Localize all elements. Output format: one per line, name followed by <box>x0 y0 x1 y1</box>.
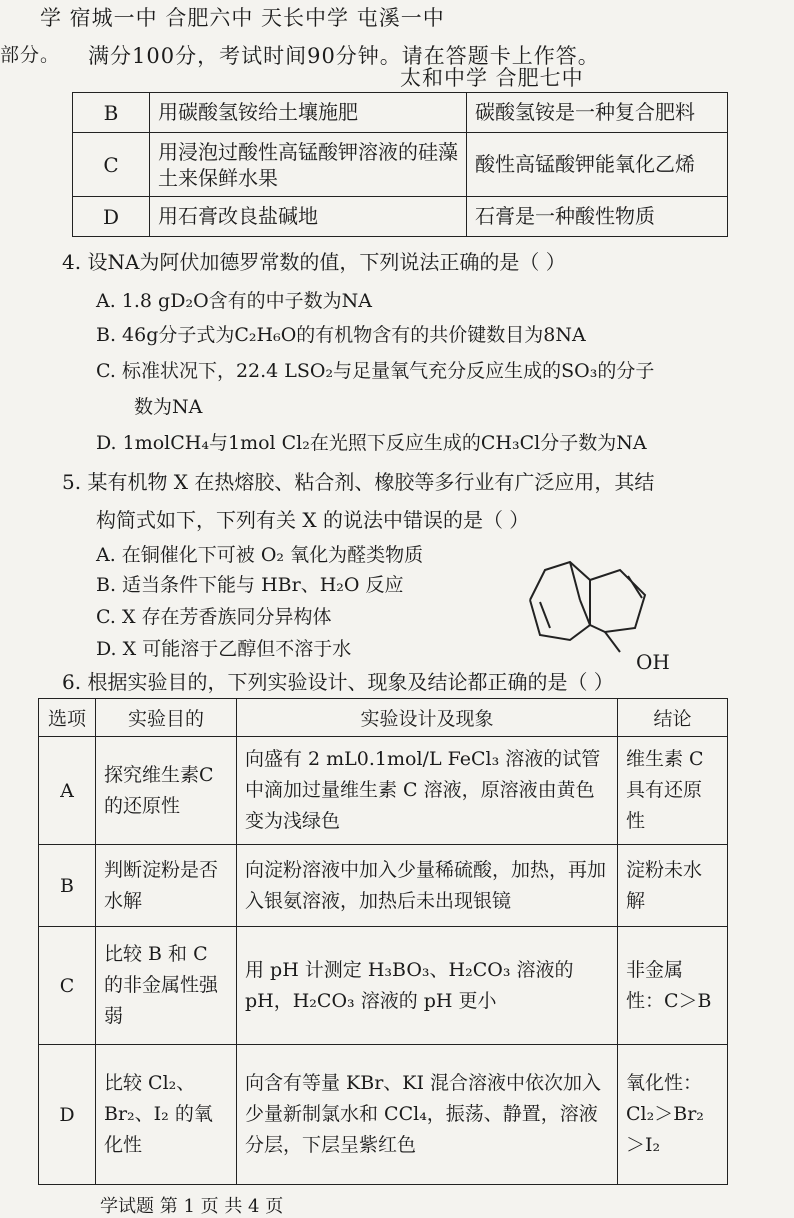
q6-stem: 6. 根据实验目的，下列实验设计、现象及结论都正确的是（ ） <box>62 670 614 694</box>
header-part-label: 部分。 <box>0 44 61 66</box>
header-purpose: 实验目的 <box>96 699 237 737</box>
q4-option-a: A. 1.8 gD₂O含有的中子数为NA <box>96 290 372 312</box>
row-conclusion: 维生素 C 具有还原性 <box>618 737 728 845</box>
table-row <box>39 737 728 845</box>
q5-option-b: B. 适当条件下能与 HBr、H₂O 反应 <box>96 574 404 596</box>
table-row <box>73 197 728 237</box>
row-design: 向淀粉溶液中加入少量稀硫酸，加热，再加入银氨溶液，加热后未出现银镜 <box>237 845 618 927</box>
method-cell: 用浸泡过酸性高锰酸钾溶液的硅藻土来保鲜水果 <box>150 133 467 197</box>
table-row <box>73 93 728 133</box>
table-row <box>73 133 728 197</box>
question3-table <box>72 92 728 237</box>
q5-stem: 5. 某有机物 X 在热熔胶、粘合剂、橡胶等多行业有广泛应用，其结 <box>62 470 655 494</box>
row-conclusion: 氧化性：Cl₂＞Br₂＞I₂ <box>618 1045 728 1185</box>
page-footer: 学试题 第 1 页 共 4 页 <box>100 1196 284 1217</box>
q5-stem-cont: 构简式如下，下列有关 X 的说法中错误的是（ ） <box>96 508 530 532</box>
reason-cell: 石膏是一种酸性物质 <box>467 197 728 237</box>
q4-stem: 4. 设NA为阿伏加德罗常数的值，下列说法正确的是（ ） <box>62 250 566 274</box>
q4-option-b: B. 46g分子式为C₂H₆O的有机物含有的共价键数目为8NA <box>96 324 586 346</box>
header-schools-line: 学 宿城一中 合肥六中 天长中学 屯溪一中 <box>40 6 445 30</box>
header-conclusion: 结论 <box>618 699 728 737</box>
row-design: 用 pH 计测定 H₃BO₃、H₂CO₃ 溶液的 pH，H₂CO₃ 溶液的 pH 更小 <box>237 927 618 1045</box>
q4-option-d: D. 1molCH₄与1mol Cl₂在光照下反应生成的CH₃Cl分子数为NA <box>96 432 647 454</box>
header-option: 选项 <box>39 699 96 737</box>
row-option: C <box>39 927 96 1045</box>
row-label: D <box>73 197 150 237</box>
row-conclusion: 非金属性：C＞B <box>618 927 728 1045</box>
method-cell: 用石膏改良盐碱地 <box>150 197 467 237</box>
table-row <box>39 927 728 1045</box>
q4-option-c: C. 标准状况下，22.4 LSO₂与足量氧气充分反应生成的SO₃的分子 <box>96 360 655 382</box>
header-design: 实验设计及现象 <box>237 699 618 737</box>
row-option: D <box>39 1045 96 1185</box>
hydroxyl-label: OH <box>636 650 670 674</box>
row-purpose: 判断淀粉是否水解 <box>96 845 237 927</box>
reason-cell: 碳酸氢铵是一种复合肥料 <box>467 93 728 133</box>
header-schools-line2: 太和中学 合肥七中 <box>400 66 584 90</box>
row-conclusion: 淀粉未水解 <box>618 845 728 927</box>
row-purpose: 探究维生素C的还原性 <box>96 737 237 845</box>
q6-experiment-table <box>38 698 728 1185</box>
row-label: C <box>73 133 150 197</box>
row-design: 向含有等量 KBr、KI 混合溶液中依次加入少量新制氯水和 CCl₄，振荡、静置，溶液分层，下层呈紫红色 <box>237 1045 618 1185</box>
row-label: B <box>73 93 150 133</box>
reason-cell: 酸性高锰酸钾能氧化乙烯 <box>467 133 728 197</box>
q5-option-d: D. X 可能溶于乙醇但不溶于水 <box>96 638 352 660</box>
row-option: B <box>39 845 96 927</box>
method-cell: 用碳酸氢铵给土壤施肥 <box>150 93 467 133</box>
q4-option-c-cont: 数为NA <box>134 396 203 418</box>
q5-option-c: C. X 存在芳香族同分异构体 <box>96 606 332 628</box>
row-design: 向盛有 2 mL0.1mol/L FeCl₃ 溶液的试管中滴加过量维生素 C 溶液，原溶液由黄色变为浅绿色 <box>237 737 618 845</box>
q5-option-a: A. 在铜催化下可被 O₂ 氧化为醛类物质 <box>96 544 424 566</box>
table-header-row <box>39 699 728 737</box>
row-purpose: 比较 Cl₂、Br₂、I₂ 的氧化性 <box>96 1045 237 1185</box>
header-exam-info: 满分100分，考试时间90分钟。请在答题卡上作答。 <box>88 44 600 68</box>
row-option: A <box>39 737 96 845</box>
table-row <box>39 1045 728 1185</box>
row-purpose: 比较 B 和 C 的非金属性强弱 <box>96 927 237 1045</box>
table-row <box>39 845 728 927</box>
